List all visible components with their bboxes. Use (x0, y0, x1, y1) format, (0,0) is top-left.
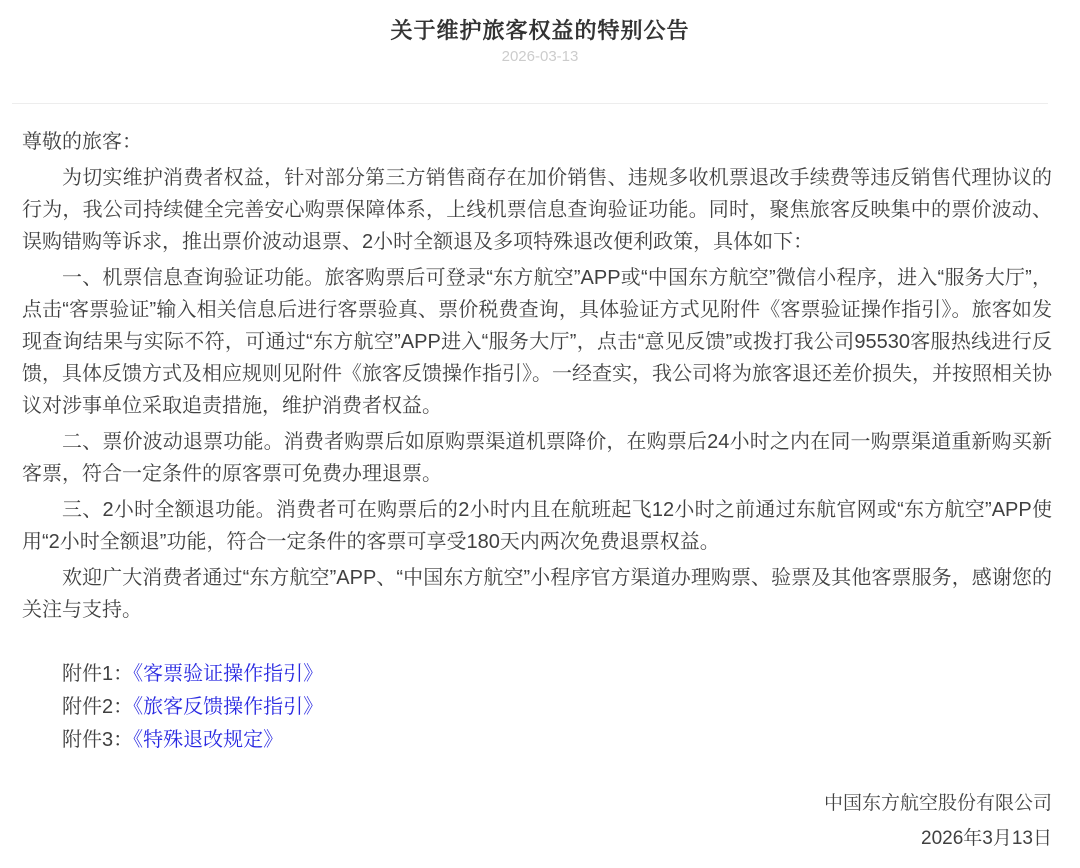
paragraph-section-3-two-hour-full-refund: 三、2小时全额退功能。消费者可在购票后的2小时内且在航班起飞12小时之前通过东航官网或“东方航空”APP使用“2小时全额退”功能，符合一定条件的客票可享受180天内两次免费退票权益。 (22, 499, 1052, 553)
attachment-list (22, 658, 1052, 757)
paragraph-intro: 为切实维护消费者权益，针对部分第三方销售商存在加价销售、违规多收机票退改手续费等违反销售代理协议的行为，我公司持续健全完善安心购票保障体系，上线机票信息查询验证功能。同时，聚焦旅客反映集中的票价波动、误购错购等诉求，推出票价波动退票、2小时全额退及多项特殊退改便利政策，具体如下： (22, 167, 1052, 253)
attachment-3-label: 附件3： (62, 729, 134, 751)
signature-block (22, 786, 1052, 856)
attachment-2-label: 附件2： (62, 696, 134, 718)
attachment-1-link[interactable]: 《客票验证操作指引》 (133, 663, 324, 685)
paragraph-section-1-ticket-verification: 一、机票信息查询验证功能。旅客购票后可登录“东方航空”APP或“中国东方航空”微信小程序，进入“服务大厅”，点击“客票验证”输入相关信息后进行客票验真、票价税费查询，具体验证方式见附件《客票验证操作指引》。旅客如发现查询结果与实际不符，可通过“东方航空”APP进入“服务大厅”，点击“意见反馈”或拨打我公司95530客服热线进行反馈，具体反馈方式及相应规则见附件《旅客反馈操作指引》。一经查实，我公司将为旅客退还差价损失，并按照相关协议对涉事单位采取追责措施，维护消费者权益。 (22, 267, 1052, 417)
attachment-3-link[interactable]: 《特殊退改规定》 (133, 729, 284, 751)
announcement-body (0, 104, 1080, 856)
publish-date: 2026-03-13 (501, 48, 579, 65)
page-title: 关于维护旅客权益的特别公告 (390, 18, 690, 43)
announcement-header (0, 0, 1080, 66)
paragraph-section-2-fare-fluctuation-refund: 二、票价波动退票功能。消费者购票后如原购票渠道机票降价，在购票后24小时之内在同一购票渠道重新购买新客票，符合一定条件的原客票可免费办理退票。 (22, 431, 1052, 485)
attachment-row-2 (22, 691, 1052, 724)
signature-date: 2026年3月13日 (921, 828, 1052, 849)
signature-company: 中国东方航空股份有限公司 (823, 793, 1052, 814)
attachment-row-3 (22, 724, 1052, 757)
attachment-2-link[interactable]: 《旅客反馈操作指引》 (133, 696, 324, 718)
salutation: 尊敬的旅客： (22, 131, 142, 153)
attachment-row-1 (22, 658, 1052, 691)
paragraph-closing: 欢迎广大消费者通过“东方航空”APP、“中国东方航空”小程序官方渠道办理购票、验票及其他客票服务，感谢您的关注与支持。 (22, 567, 1052, 621)
attachment-1-label: 附件1： (62, 663, 134, 685)
